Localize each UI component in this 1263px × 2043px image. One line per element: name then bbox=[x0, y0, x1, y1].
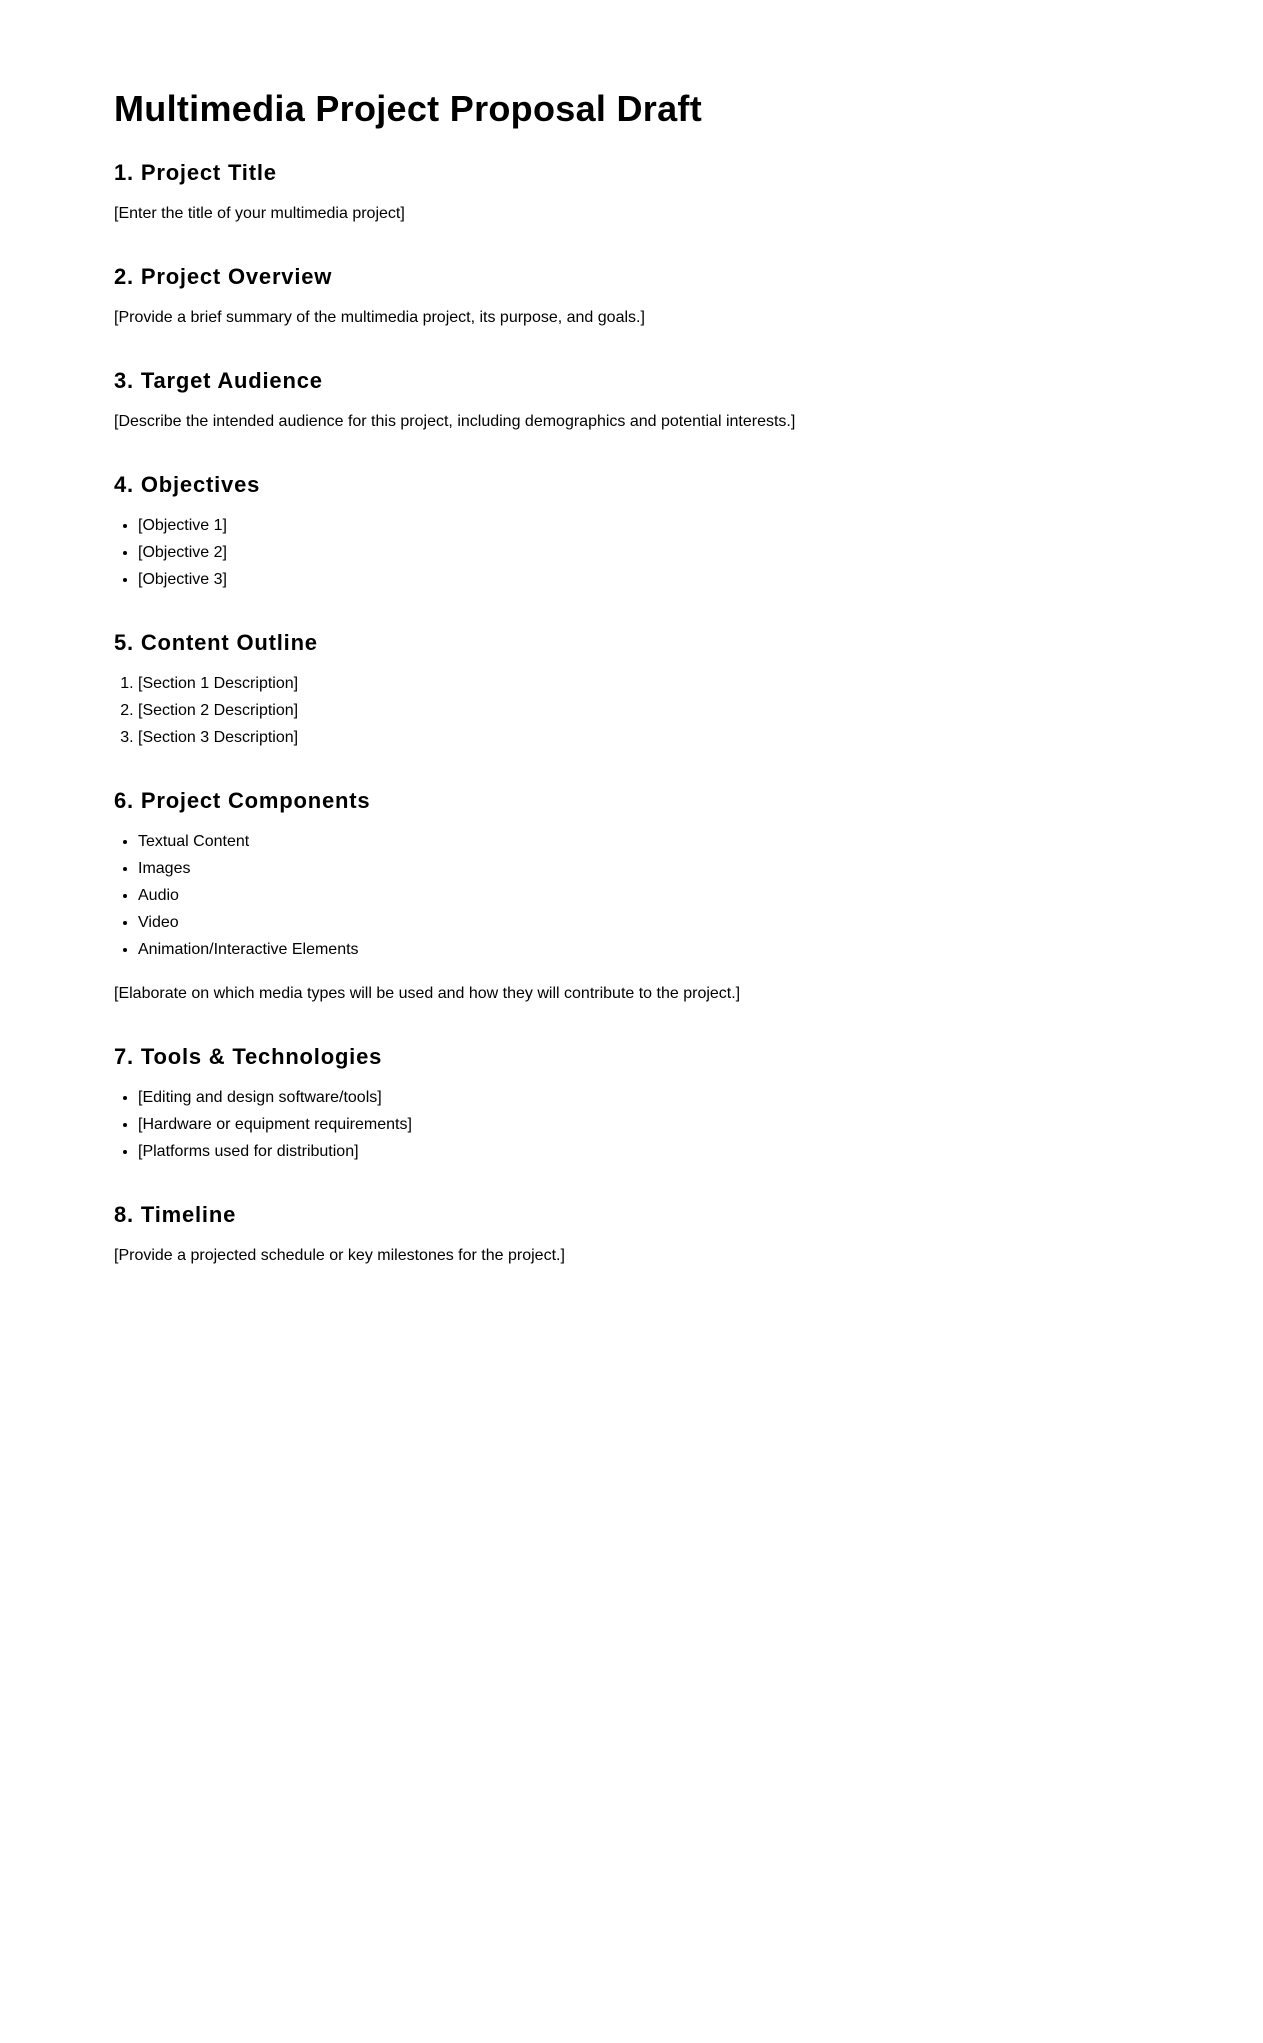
section-objectives bbox=[114, 472, 1154, 590]
components-list bbox=[114, 832, 1154, 960]
section-heading: 1. Project Title bbox=[114, 160, 277, 185]
list-item: • Animation/Interactive Elements bbox=[138, 940, 1154, 960]
list-item: 2. [Section 2 Description] bbox=[138, 701, 1154, 721]
section-text: [Provide a brief summary of the multimedia project, its purpose, and goals.] bbox=[114, 309, 645, 326]
list-item: • Audio bbox=[138, 886, 1154, 906]
list-item: • Textual Content bbox=[138, 832, 1154, 852]
list-item: 1. [Section 1 Description] bbox=[138, 674, 1154, 694]
section-project-overview bbox=[114, 264, 1154, 328]
list-item: • Video bbox=[138, 913, 1154, 933]
list-item: • [Editing and design software/tools] bbox=[138, 1088, 1154, 1108]
section-tools-technologies bbox=[114, 1044, 1154, 1162]
document-sections bbox=[114, 160, 1154, 1300]
content-outline-list bbox=[114, 674, 1154, 748]
list-item: 3. [Section 3 Description] bbox=[138, 728, 1154, 748]
section-heading: 6. Project Components bbox=[114, 788, 371, 813]
list-item: • [Hardware or equipment requirements] bbox=[138, 1115, 1154, 1135]
section-heading: 5. Content Outline bbox=[114, 630, 318, 655]
document-title: Multimedia Project Proposal Draft bbox=[114, 88, 703, 129]
list-item: • [Objective 3] bbox=[138, 570, 1154, 590]
section-target-audience bbox=[114, 368, 1154, 432]
section-heading: 3. Target Audience bbox=[114, 368, 323, 393]
list-item: • [Objective 1] bbox=[138, 516, 1154, 536]
section-timeline bbox=[114, 1202, 1154, 1266]
section-project-title bbox=[114, 160, 1154, 224]
section-heading: 2. Project Overview bbox=[114, 264, 333, 289]
section-project-components bbox=[114, 788, 1154, 1004]
tools-list bbox=[114, 1088, 1154, 1162]
section-heading: 7. Tools & Technologies bbox=[114, 1044, 383, 1069]
section-content-outline bbox=[114, 630, 1154, 748]
list-item: • [Platforms used for distribution] bbox=[138, 1142, 1154, 1162]
section-heading: 4. Objectives bbox=[114, 472, 261, 497]
objectives-list bbox=[114, 516, 1154, 590]
section-text: [Enter the title of your multimedia project] bbox=[114, 205, 405, 222]
list-item: • [Objective 2] bbox=[138, 543, 1154, 563]
list-item: • Images bbox=[138, 859, 1154, 879]
section-heading: 8. Timeline bbox=[114, 1202, 237, 1227]
section-text: [Describe the intended audience for this project, including demographics and potential interests.] bbox=[114, 413, 796, 430]
document-page bbox=[114, 0, 1154, 1300]
section-text: [Provide a projected schedule or key milestones for the project.] bbox=[114, 1247, 565, 1264]
section-text: [Elaborate on which media types will be used and how they will contribute to the project.] bbox=[114, 985, 741, 1002]
